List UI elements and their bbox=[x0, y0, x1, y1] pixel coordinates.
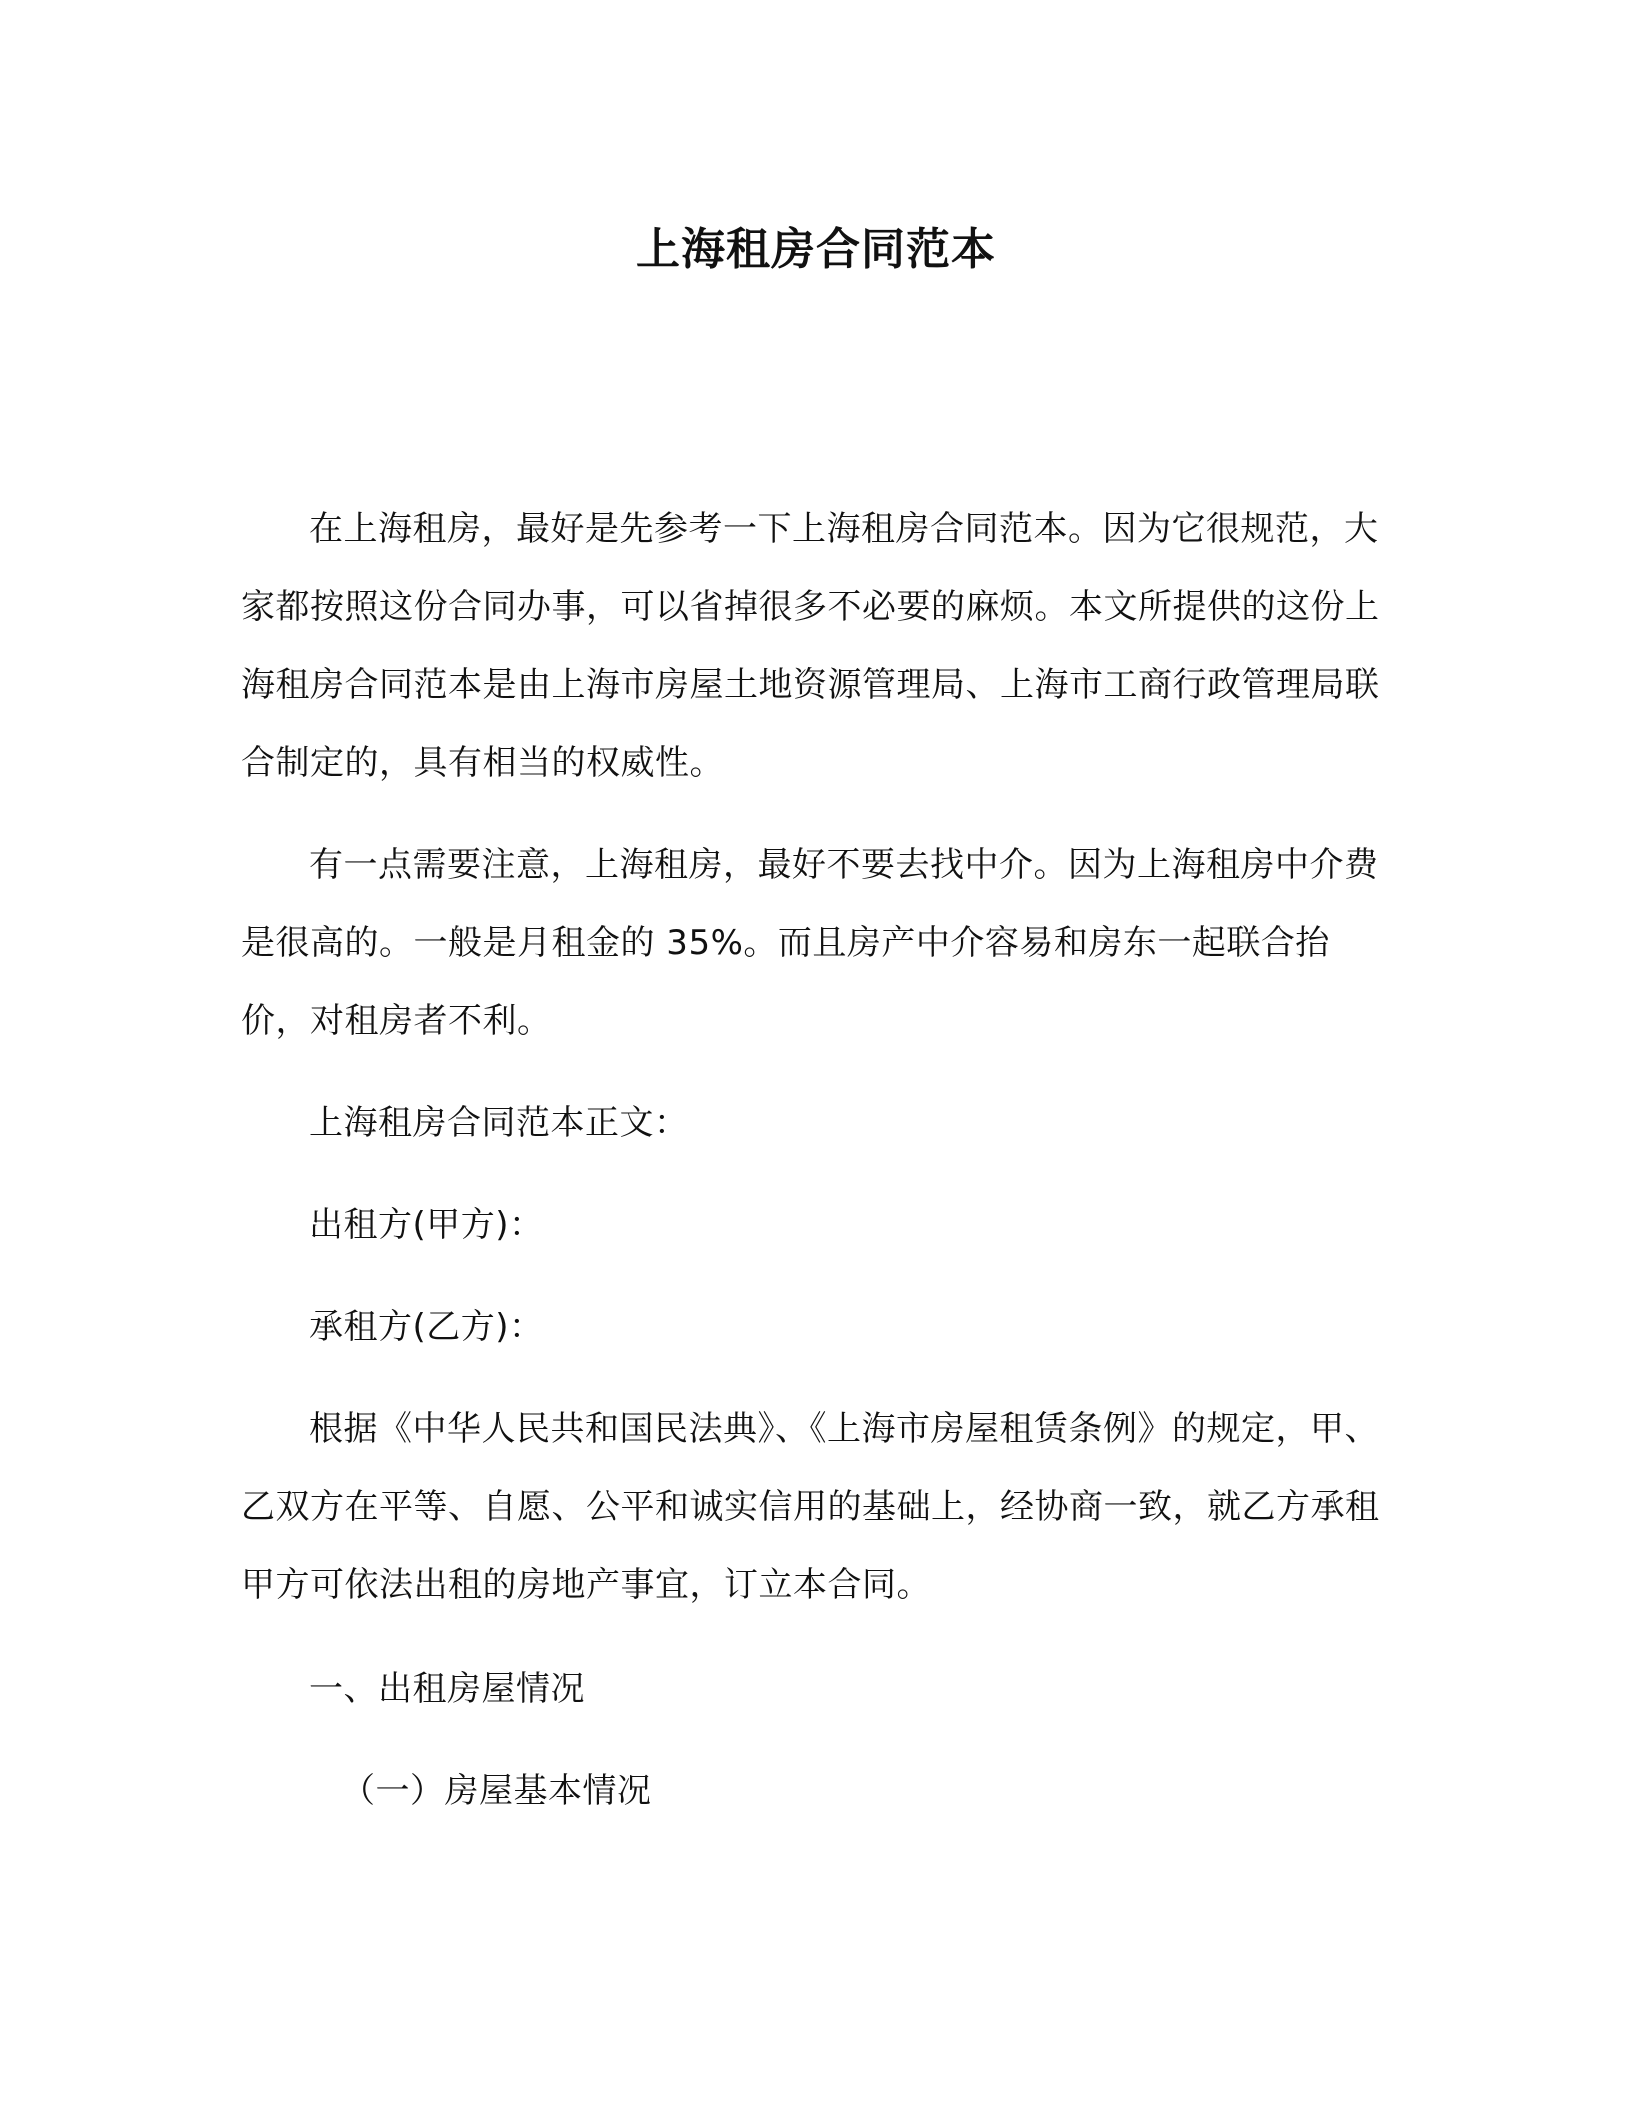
section-heading-rental-property: 一、出租房屋情况 bbox=[309, 1669, 585, 1709]
paragraph-legal-basis: 根据《中华人民共和国民法典》、《上海市房屋租赁条例》的规定，甲、乙双方在平等、自愿、公平和诚实信用的基础上，经协商一致，就乙方承租甲方可依法出租的房地产事宜，订立本合同。 bbox=[241, 1409, 1380, 1605]
paragraph-lessor: 出租方(甲方)： bbox=[309, 1205, 544, 1245]
subsection-heading-basic-info: （一）房屋基本情况 bbox=[341, 1771, 652, 1811]
paragraph-agency-note: 有一点需要注意，上海租房，最好不要去找中介。因为上海租房中介费是很高的。一般是月租金的 35%。而且房产中介容易和房东一起联合抬价，对租房者不利。 bbox=[241, 845, 1379, 1041]
document-body bbox=[241, 490, 1381, 1854]
paragraph-intro: 在上海租房，最好是先参考一下上海租房合同范本。因为它很规范，大家都按照这份合同办事，可以省掉很多不必要的麻烦。本文所提供的这份上海租房合同范本是由上海市房屋土地资源管理局、上海市工商行政管理局联合制定的，具有相当的权威性。 bbox=[241, 509, 1380, 783]
document-title: 上海租房合同范本 bbox=[636, 224, 996, 275]
paragraph-contract-heading: 上海租房合同范本正文： bbox=[309, 1103, 689, 1143]
paragraph-lessee: 承租方(乙方)： bbox=[309, 1307, 544, 1347]
